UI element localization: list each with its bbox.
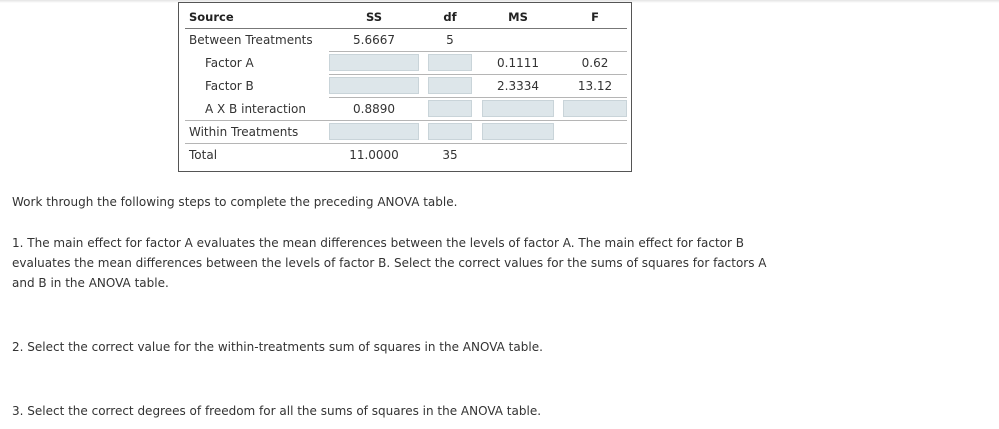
factor-b-df-input[interactable] <box>428 77 472 94</box>
within-ss-input[interactable] <box>329 123 419 140</box>
row-divider <box>185 120 627 121</box>
interaction-f-input[interactable] <box>563 100 627 117</box>
within-ms-input[interactable] <box>482 123 554 140</box>
total-df-value: 35 <box>442 148 458 162</box>
row-interaction-label: A X B interaction <box>205 102 307 116</box>
interaction-df-input[interactable] <box>428 100 472 117</box>
factor-a-df-input[interactable] <box>428 54 472 71</box>
row-divider <box>185 143 627 144</box>
factor-a-ss-input[interactable] <box>329 54 419 71</box>
header-divider <box>185 28 627 29</box>
factor-b-ms-value: 2.3334 <box>497 79 539 93</box>
header-f: F <box>591 10 599 24</box>
row-divider <box>329 97 627 98</box>
instructions-step-1: 1. The main effect for factor A evaluates the mean differences between the levels of factor A. The main effect for factor B evaluates the mean differences between the levels of factor B. Select the correct values for the sums of squares for factors A and B in the ANOVA table. <box>12 236 767 290</box>
header-ms: MS <box>508 10 528 24</box>
row-factor-a-label: Factor A <box>205 56 254 70</box>
row-divider <box>329 74 627 75</box>
interaction-ss-value: 0.8890 <box>353 102 395 116</box>
row-divider <box>329 51 627 52</box>
header-df: df <box>443 10 457 24</box>
row-factor-b-label: Factor B <box>205 79 254 93</box>
factor-a-f-value: 0.62 <box>581 56 609 70</box>
row-total-label: Total <box>189 148 218 162</box>
row-between-treatments-label: Between Treatments <box>189 33 313 47</box>
header-ss: SS <box>365 10 383 24</box>
total-ss-value: 11.0000 <box>349 148 399 162</box>
between-df-value: 5 <box>446 33 454 47</box>
instructions-intro: Work through the following steps to complete the preceding ANOVA table. <box>12 195 458 209</box>
header-source: Source <box>189 10 234 24</box>
anova-table <box>178 2 632 172</box>
factor-b-ss-input[interactable] <box>329 77 419 94</box>
instructions-step-2: 2. Select the correct value for the within-treatments sum of squares in the ANOVA table. <box>12 340 543 354</box>
instructions-step-3: 3. Select the correct degrees of freedom for all the sums of squares in the ANOVA table. <box>12 404 542 418</box>
factor-b-f-value: 13.12 <box>577 79 613 93</box>
factor-a-ms-value: 0.1111 <box>497 56 539 70</box>
row-within-treatments-label: Within Treatments <box>189 125 299 139</box>
within-df-input[interactable] <box>428 123 472 140</box>
interaction-ms-input[interactable] <box>482 100 554 117</box>
between-ss-value: 5.6667 <box>353 33 395 47</box>
